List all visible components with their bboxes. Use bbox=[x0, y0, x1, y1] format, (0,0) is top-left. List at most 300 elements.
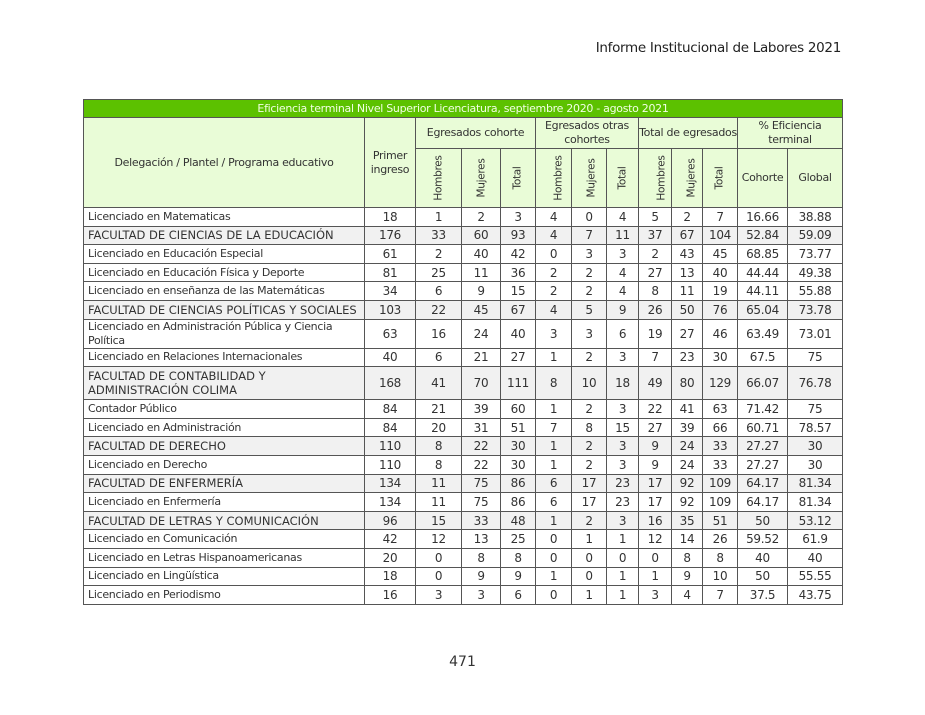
cell-value: 81 bbox=[365, 263, 416, 282]
cell-value: 129 bbox=[703, 367, 738, 400]
cell-value: 110 bbox=[365, 455, 416, 474]
row-label: FACULTAD DE LETRAS Y COMUNICACIÓN bbox=[84, 511, 365, 530]
cell-value: 7 bbox=[536, 418, 572, 437]
row-label: Licenciado en Educación Especial bbox=[84, 245, 365, 264]
cell-value: 73.77 bbox=[788, 245, 843, 264]
cell-value: 31 bbox=[462, 418, 501, 437]
cell-value: 0 bbox=[416, 548, 462, 567]
cell-value: 2 bbox=[572, 263, 607, 282]
cell-value: 0 bbox=[536, 245, 572, 264]
cell-value: 11 bbox=[416, 493, 462, 512]
cell-value: 59.09 bbox=[788, 226, 843, 245]
row-label: Licenciado en Relaciones Internacionales bbox=[84, 348, 365, 367]
cell-value: 7 bbox=[572, 226, 607, 245]
col-header-otras-mujeres: Mujeres bbox=[572, 149, 607, 208]
cell-value: 30 bbox=[788, 437, 843, 456]
cell-value: 4 bbox=[536, 226, 572, 245]
cell-value: 37 bbox=[639, 226, 672, 245]
cell-value: 22 bbox=[462, 437, 501, 456]
cell-value: 8 bbox=[416, 437, 462, 456]
program-row bbox=[84, 586, 843, 605]
cell-value: 76 bbox=[703, 300, 738, 319]
cell-value: 45 bbox=[462, 300, 501, 319]
cell-value: 19 bbox=[703, 282, 738, 301]
cell-value: 18 bbox=[607, 367, 639, 400]
cell-value: 27 bbox=[672, 319, 703, 348]
cell-value: 4 bbox=[607, 282, 639, 301]
cell-value: 52.84 bbox=[738, 226, 788, 245]
cell-value: 26 bbox=[703, 530, 738, 549]
cell-value: 8 bbox=[416, 455, 462, 474]
cell-value: 63 bbox=[365, 319, 416, 348]
cell-value: 59.52 bbox=[738, 530, 788, 549]
cell-value: 20 bbox=[416, 418, 462, 437]
cell-value: 24 bbox=[672, 455, 703, 474]
row-label: Licenciado en Matematicas bbox=[84, 208, 365, 227]
cell-value: 50 bbox=[738, 511, 788, 530]
program-row bbox=[84, 493, 843, 512]
cell-value: 6 bbox=[416, 282, 462, 301]
cell-value: 1 bbox=[536, 567, 572, 586]
row-label: Contador Público bbox=[84, 400, 365, 419]
cell-value: 8 bbox=[536, 367, 572, 400]
cell-value: 18 bbox=[365, 208, 416, 227]
cell-value: 103 bbox=[365, 300, 416, 319]
cell-value: 2 bbox=[572, 400, 607, 419]
cell-value: 18 bbox=[365, 567, 416, 586]
cell-value: 39 bbox=[672, 418, 703, 437]
cell-value: 66 bbox=[703, 418, 738, 437]
cell-value: 70 bbox=[462, 367, 501, 400]
cell-value: 24 bbox=[672, 437, 703, 456]
cell-value: 41 bbox=[672, 400, 703, 419]
cell-value: 48 bbox=[501, 511, 536, 530]
cell-value: 8 bbox=[501, 548, 536, 567]
cell-value: 60 bbox=[501, 400, 536, 419]
program-row bbox=[84, 348, 843, 367]
faculty-row bbox=[84, 300, 843, 319]
cell-value: 75 bbox=[788, 348, 843, 367]
cell-value: 0 bbox=[572, 548, 607, 567]
cell-value: 5 bbox=[572, 300, 607, 319]
group-header-egresados-otras-cohortes: Egresados otras cohortes bbox=[536, 118, 639, 149]
cell-value: 3 bbox=[607, 511, 639, 530]
cell-value: 4 bbox=[672, 586, 703, 605]
cell-value: 81.34 bbox=[788, 493, 843, 512]
cell-value: 9 bbox=[501, 567, 536, 586]
cell-value: 1 bbox=[536, 511, 572, 530]
cell-value: 55.88 bbox=[788, 282, 843, 301]
cell-value: 1 bbox=[416, 208, 462, 227]
cell-value: 9 bbox=[672, 567, 703, 586]
cell-value: 16 bbox=[416, 319, 462, 348]
program-row bbox=[84, 530, 843, 549]
cell-value: 33 bbox=[703, 437, 738, 456]
cell-value: 42 bbox=[365, 530, 416, 549]
cell-value: 6 bbox=[536, 493, 572, 512]
row-label: Licenciado en Educación Física y Deporte bbox=[84, 263, 365, 282]
cell-value: 104 bbox=[703, 226, 738, 245]
col-header-total-mujeres: Mujeres bbox=[672, 149, 703, 208]
program-row bbox=[84, 282, 843, 301]
cell-value: 9 bbox=[639, 437, 672, 456]
cell-value: 30 bbox=[703, 348, 738, 367]
cell-value: 1 bbox=[639, 567, 672, 586]
cell-value: 0 bbox=[536, 586, 572, 605]
cell-value: 5 bbox=[639, 208, 672, 227]
col-header-otras-hombres: Hombres bbox=[536, 149, 572, 208]
cell-value: 110 bbox=[365, 437, 416, 456]
cell-value: 51 bbox=[501, 418, 536, 437]
cell-value: 42 bbox=[501, 245, 536, 264]
cell-value: 9 bbox=[639, 455, 672, 474]
cell-value: 3 bbox=[639, 586, 672, 605]
cell-value: 0 bbox=[639, 548, 672, 567]
cell-value: 44.11 bbox=[738, 282, 788, 301]
cell-value: 2 bbox=[462, 208, 501, 227]
row-label: Licenciado en Letras Hispanoamericanas bbox=[84, 548, 365, 567]
cell-value: 86 bbox=[501, 493, 536, 512]
cell-value: 49.38 bbox=[788, 263, 843, 282]
program-row bbox=[84, 548, 843, 567]
cell-value: 2 bbox=[572, 511, 607, 530]
cell-value: 30 bbox=[501, 437, 536, 456]
cell-value: 1 bbox=[607, 567, 639, 586]
cell-value: 8 bbox=[462, 548, 501, 567]
cell-value: 3 bbox=[607, 400, 639, 419]
cell-value: 10 bbox=[703, 567, 738, 586]
cell-value: 61.9 bbox=[788, 530, 843, 549]
row-label: FACULTAD DE CONTABILIDAD Y ADMINISTRACIÓN COLIMA bbox=[84, 367, 365, 400]
col-header-otras-total: Total bbox=[607, 149, 639, 208]
cell-value: 4 bbox=[607, 263, 639, 282]
cell-value: 71.42 bbox=[738, 400, 788, 419]
cell-value: 25 bbox=[501, 530, 536, 549]
cell-value: 51 bbox=[703, 511, 738, 530]
cell-value: 80 bbox=[672, 367, 703, 400]
cell-value: 50 bbox=[672, 300, 703, 319]
cell-value: 93 bbox=[501, 226, 536, 245]
group-header-egresados-cohorte: Egresados cohorte bbox=[416, 118, 536, 149]
cell-value: 8 bbox=[572, 418, 607, 437]
cell-value: 15 bbox=[501, 282, 536, 301]
cell-value: 11 bbox=[607, 226, 639, 245]
cell-value: 4 bbox=[536, 300, 572, 319]
cell-value: 27 bbox=[639, 418, 672, 437]
cell-value: 15 bbox=[607, 418, 639, 437]
row-label: Licenciado en Administración Pública y Ciencia Política bbox=[84, 319, 365, 348]
cell-value: 134 bbox=[365, 474, 416, 493]
cell-value: 6 bbox=[416, 348, 462, 367]
cell-value: 76.78 bbox=[788, 367, 843, 400]
col-header-program: Delegación / Plantel / Programa educativo bbox=[84, 118, 365, 208]
cell-value: 22 bbox=[639, 400, 672, 419]
cell-value: 109 bbox=[703, 474, 738, 493]
row-label: Licenciado en Derecho bbox=[84, 455, 365, 474]
cell-value: 27 bbox=[639, 263, 672, 282]
cell-value: 73.01 bbox=[788, 319, 843, 348]
cell-value: 65.04 bbox=[738, 300, 788, 319]
cell-value: 60.71 bbox=[738, 418, 788, 437]
cell-value: 12 bbox=[416, 530, 462, 549]
row-label: FACULTAD DE DERECHO bbox=[84, 437, 365, 456]
cell-value: 21 bbox=[416, 400, 462, 419]
program-row bbox=[84, 418, 843, 437]
cell-value: 8 bbox=[672, 548, 703, 567]
row-label: Licenciado en Comunicación bbox=[84, 530, 365, 549]
cell-value: 3 bbox=[607, 455, 639, 474]
cell-value: 33 bbox=[703, 455, 738, 474]
program-row bbox=[84, 208, 843, 227]
cell-value: 0 bbox=[416, 567, 462, 586]
cell-value: 38.88 bbox=[788, 208, 843, 227]
cell-value: 45 bbox=[703, 245, 738, 264]
cell-value: 7 bbox=[703, 208, 738, 227]
cell-value: 40 bbox=[738, 548, 788, 567]
cell-value: 8 bbox=[639, 282, 672, 301]
cell-value: 2 bbox=[536, 282, 572, 301]
cell-value: 17 bbox=[639, 493, 672, 512]
cell-value: 30 bbox=[788, 455, 843, 474]
cell-value: 30 bbox=[501, 455, 536, 474]
cell-value: 84 bbox=[365, 418, 416, 437]
faculty-row bbox=[84, 511, 843, 530]
cell-value: 11 bbox=[462, 263, 501, 282]
cell-value: 67 bbox=[672, 226, 703, 245]
cell-value: 63 bbox=[703, 400, 738, 419]
row-label: Licenciado en enseñanza de las Matemáticas bbox=[84, 282, 365, 301]
cell-value: 4 bbox=[607, 208, 639, 227]
cell-value: 16 bbox=[365, 586, 416, 605]
cell-value: 1 bbox=[536, 437, 572, 456]
program-row bbox=[84, 319, 843, 348]
cell-value: 1 bbox=[572, 586, 607, 605]
cell-value: 8 bbox=[703, 548, 738, 567]
group-header-total-egresados: Total de egresados bbox=[639, 118, 738, 149]
row-label: FACULTAD DE CIENCIAS POLÍTICAS Y SOCIALES bbox=[84, 300, 365, 319]
cell-value: 1 bbox=[536, 400, 572, 419]
row-label: Licenciado en Periodismo bbox=[84, 586, 365, 605]
cell-value: 43 bbox=[672, 245, 703, 264]
cell-value: 9 bbox=[607, 300, 639, 319]
faculty-row bbox=[84, 367, 843, 400]
cell-value: 3 bbox=[536, 319, 572, 348]
cell-value: 17 bbox=[572, 474, 607, 493]
running-title: Informe Institucional de Labores 2021 bbox=[595, 40, 841, 56]
cell-value: 16 bbox=[639, 511, 672, 530]
program-row bbox=[84, 400, 843, 419]
cell-value: 37.5 bbox=[738, 586, 788, 605]
row-label: Licenciado en Lingüística bbox=[84, 567, 365, 586]
cell-value: 40 bbox=[788, 548, 843, 567]
cell-value: 19 bbox=[639, 319, 672, 348]
cell-value: 40 bbox=[501, 319, 536, 348]
col-header-eficiencia-cohorte: Cohorte bbox=[738, 149, 788, 208]
cell-value: 3 bbox=[607, 437, 639, 456]
cell-value: 73.78 bbox=[788, 300, 843, 319]
cell-value: 75 bbox=[462, 493, 501, 512]
cell-value: 6 bbox=[607, 319, 639, 348]
cell-value: 55.55 bbox=[788, 567, 843, 586]
cell-value: 23 bbox=[607, 474, 639, 493]
cell-value: 96 bbox=[365, 511, 416, 530]
cell-value: 7 bbox=[639, 348, 672, 367]
cell-value: 67.5 bbox=[738, 348, 788, 367]
cell-value: 3 bbox=[501, 208, 536, 227]
cell-value: 40 bbox=[365, 348, 416, 367]
cell-value: 63.49 bbox=[738, 319, 788, 348]
cell-value: 75 bbox=[462, 474, 501, 493]
cell-value: 46 bbox=[703, 319, 738, 348]
cell-value: 41 bbox=[416, 367, 462, 400]
cell-value: 3 bbox=[607, 245, 639, 264]
cell-value: 43.75 bbox=[788, 586, 843, 605]
cell-value: 134 bbox=[365, 493, 416, 512]
cell-value: 33 bbox=[416, 226, 462, 245]
cell-value: 9 bbox=[462, 567, 501, 586]
program-row bbox=[84, 263, 843, 282]
cell-value: 17 bbox=[572, 493, 607, 512]
cell-value: 2 bbox=[572, 348, 607, 367]
cell-value: 40 bbox=[462, 245, 501, 264]
cell-value: 64.17 bbox=[738, 474, 788, 493]
cell-value: 35 bbox=[672, 511, 703, 530]
col-header-eficiencia-global: Global bbox=[788, 149, 843, 208]
cell-value: 1 bbox=[536, 455, 572, 474]
cell-value: 22 bbox=[416, 300, 462, 319]
cell-value: 33 bbox=[462, 511, 501, 530]
cell-value: 27.27 bbox=[738, 437, 788, 456]
cell-value: 14 bbox=[672, 530, 703, 549]
cell-value: 7 bbox=[703, 586, 738, 605]
cell-value: 3 bbox=[416, 586, 462, 605]
cell-value: 36 bbox=[501, 263, 536, 282]
cell-value: 20 bbox=[365, 548, 416, 567]
cell-value: 60 bbox=[462, 226, 501, 245]
cell-value: 49 bbox=[639, 367, 672, 400]
cell-value: 3 bbox=[607, 348, 639, 367]
page-number: 471 bbox=[449, 654, 476, 670]
col-header-cohorte-total: Total bbox=[501, 149, 536, 208]
cell-value: 1 bbox=[572, 530, 607, 549]
cell-value: 34 bbox=[365, 282, 416, 301]
cell-value: 61 bbox=[365, 245, 416, 264]
cell-value: 53.12 bbox=[788, 511, 843, 530]
cell-value: 6 bbox=[536, 474, 572, 493]
cell-value: 2 bbox=[672, 208, 703, 227]
cell-value: 1 bbox=[536, 348, 572, 367]
cell-value: 78.57 bbox=[788, 418, 843, 437]
cell-value: 92 bbox=[672, 493, 703, 512]
group-header-eficiencia-terminal: % Eficiencia terminal bbox=[738, 118, 843, 149]
cell-value: 67 bbox=[501, 300, 536, 319]
cell-value: 66.07 bbox=[738, 367, 788, 400]
faculty-row bbox=[84, 437, 843, 456]
cell-value: 50 bbox=[738, 567, 788, 586]
cell-value: 2 bbox=[639, 245, 672, 264]
col-header-cohorte-mujeres: Mujeres bbox=[462, 149, 501, 208]
cell-value: 64.17 bbox=[738, 493, 788, 512]
terminal-efficiency-table bbox=[83, 99, 843, 605]
cell-value: 44.44 bbox=[738, 263, 788, 282]
cell-value: 17 bbox=[639, 474, 672, 493]
cell-value: 84 bbox=[365, 400, 416, 419]
cell-value: 12 bbox=[639, 530, 672, 549]
cell-value: 68.85 bbox=[738, 245, 788, 264]
cell-value: 13 bbox=[672, 263, 703, 282]
row-label: Licenciado en Administración bbox=[84, 418, 365, 437]
col-header-total-hombres: Hombres bbox=[639, 149, 672, 208]
col-header-total-total: Total bbox=[703, 149, 738, 208]
cell-value: 23 bbox=[672, 348, 703, 367]
row-label: FACULTAD DE CIENCIAS DE LA EDUCACIÓN bbox=[84, 226, 365, 245]
cell-value: 3 bbox=[572, 319, 607, 348]
program-row bbox=[84, 455, 843, 474]
cell-value: 15 bbox=[416, 511, 462, 530]
cell-value: 39 bbox=[462, 400, 501, 419]
col-header-cohorte-hombres: Hombres bbox=[416, 149, 462, 208]
cell-value: 0 bbox=[572, 567, 607, 586]
table-body bbox=[84, 208, 843, 605]
cell-value: 27.27 bbox=[738, 455, 788, 474]
cell-value: 9 bbox=[462, 282, 501, 301]
cell-value: 21 bbox=[462, 348, 501, 367]
cell-value: 168 bbox=[365, 367, 416, 400]
cell-value: 75 bbox=[788, 400, 843, 419]
cell-value: 111 bbox=[501, 367, 536, 400]
cell-value: 86 bbox=[501, 474, 536, 493]
faculty-row bbox=[84, 226, 843, 245]
cell-value: 6 bbox=[501, 586, 536, 605]
cell-value: 24 bbox=[462, 319, 501, 348]
cell-value: 25 bbox=[416, 263, 462, 282]
cell-value: 0 bbox=[572, 208, 607, 227]
cell-value: 0 bbox=[536, 548, 572, 567]
cell-value: 92 bbox=[672, 474, 703, 493]
cell-value: 2 bbox=[572, 282, 607, 301]
cell-value: 11 bbox=[416, 474, 462, 493]
cell-value: 26 bbox=[639, 300, 672, 319]
cell-value: 22 bbox=[462, 455, 501, 474]
cell-value: 4 bbox=[536, 208, 572, 227]
faculty-row bbox=[84, 474, 843, 493]
cell-value: 0 bbox=[536, 530, 572, 549]
cell-value: 2 bbox=[416, 245, 462, 264]
col-header-primer-ingreso: Primer ingreso bbox=[365, 118, 416, 208]
cell-value: 2 bbox=[572, 437, 607, 456]
cell-value: 16.66 bbox=[738, 208, 788, 227]
cell-value: 1 bbox=[607, 586, 639, 605]
cell-value: 3 bbox=[572, 245, 607, 264]
program-row bbox=[84, 567, 843, 586]
cell-value: 2 bbox=[536, 263, 572, 282]
cell-value: 23 bbox=[607, 493, 639, 512]
cell-value: 11 bbox=[672, 282, 703, 301]
cell-value: 176 bbox=[365, 226, 416, 245]
row-label: Licenciado en Enfermería bbox=[84, 493, 365, 512]
row-label: FACULTAD DE ENFERMERÍA bbox=[84, 474, 365, 493]
cell-value: 10 bbox=[572, 367, 607, 400]
cell-value: 27 bbox=[501, 348, 536, 367]
program-row bbox=[84, 245, 843, 264]
cell-value: 109 bbox=[703, 493, 738, 512]
cell-value: 2 bbox=[572, 455, 607, 474]
cell-value: 0 bbox=[607, 548, 639, 567]
cell-value: 81.34 bbox=[788, 474, 843, 493]
cell-value: 13 bbox=[462, 530, 501, 549]
cell-value: 3 bbox=[462, 586, 501, 605]
cell-value: 1 bbox=[607, 530, 639, 549]
